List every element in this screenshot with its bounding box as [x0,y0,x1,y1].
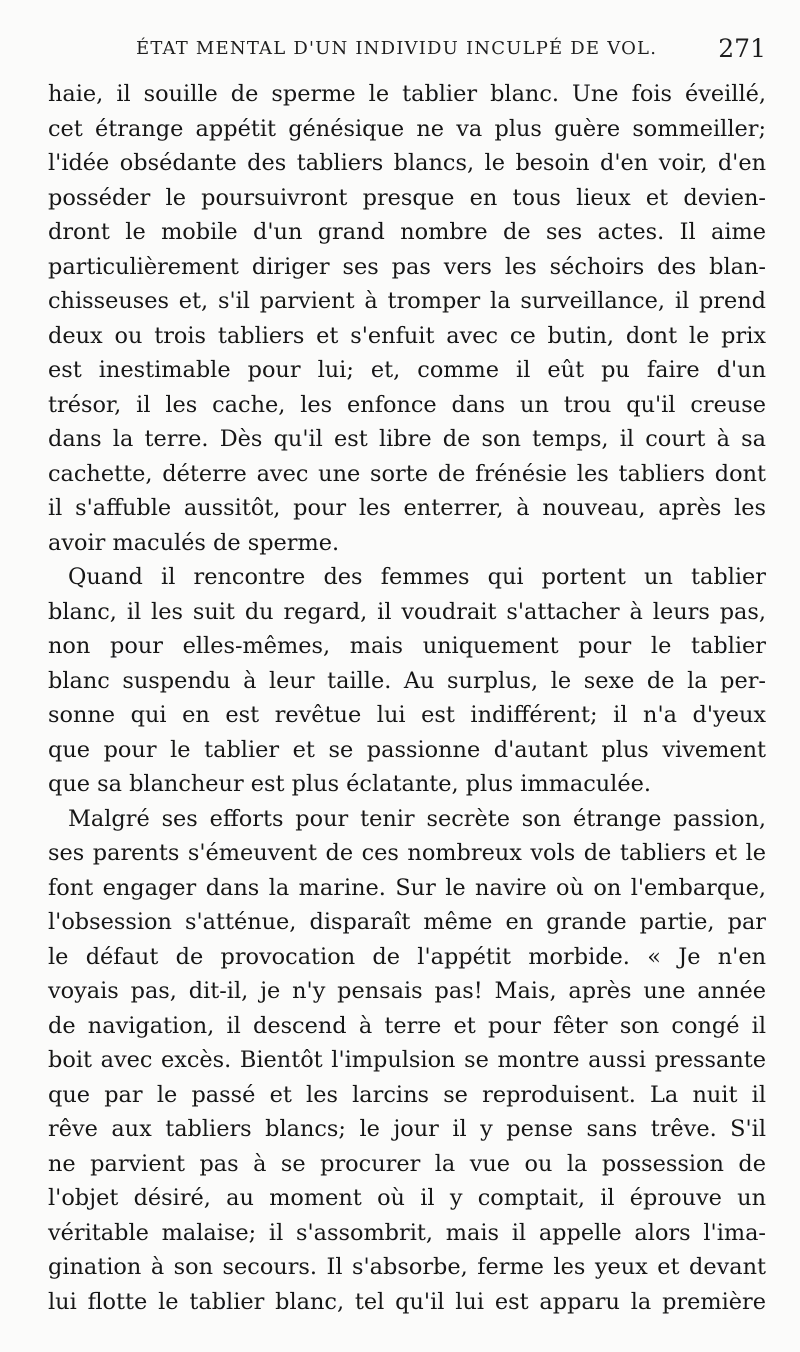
text-line: sonne qui en est revêtue lui est indifférent; il n'a d'yeux [48,702,766,728]
text-line: cachette, déterre avec une sorte de frénésie les tabliers dont [48,460,766,487]
text-line: ses parents s'émeuvent de ces nombreux vols de tabliers et le [48,840,766,866]
text-line: il s'affuble aussitôt, pour les enterrer, à nouveau, après les [48,495,766,521]
text-line: le défaut de provocation de l'appétit morbide. « Je n'en [48,943,766,970]
running-header [48,34,770,62]
text-line: véritable malaise; il s'assombrit, mais il appelle alors l'ima- [48,1219,766,1246]
text-line: ne parvient pas à se procurer la vue ou la possession de [48,1150,766,1177]
text-line: l'objet désiré, au moment où il y comptait, il éprouve un [48,1185,766,1211]
text-line: que pour le tablier et se passionne d'autant plus vivement [48,736,766,763]
text-line: non pour elles-mêmes, mais uniquement pour le tablier [48,633,766,659]
text-line: boit avec excès. Bientôt l'impulsion se montre aussi pressante [48,1047,766,1073]
text-line: blanc, il les suit du regard, il voudrait s'attacher à leurs pas, [48,598,766,625]
text-line: voyais pas, dit-il, je n'y pensais pas! Mais, après une année [48,978,766,1004]
text-line: dront le mobile d'un grand nombre de ses actes. Il aime [48,219,766,245]
text-line: chisseuses et, s'il parvient à tromper la surveillance, il prend [48,288,766,314]
text-line: particulièrement diriger ses pas vers les séchoirs des blan- [48,253,766,280]
text-line: cet étrange appétit génésique ne va plus guère sommeiller; [48,115,766,142]
paragraph-end-line: avoir maculés de sperme. [48,529,340,556]
text-line: blanc suspendu à leur taille. Au surplus, le sexe de la per- [48,667,766,694]
text-line: de navigation, il descend à terre et pour fêter son congé il [48,1012,766,1039]
page-number: 271 [718,34,766,63]
paragraph-end-line: que sa blancheur est plus éclatante, plus immaculée. [48,771,651,797]
text-line: gination à son secours. Il s'absorbe, ferme les yeux et devant [48,1254,766,1280]
text-line: posséder le poursuivront presque en tous lieux et devien- [48,184,766,211]
text-line: dans la terre. Dès qu'il est libre de son temps, il court à sa [48,426,766,452]
text-line: haie, il souille de sperme le tablier blanc. Une fois éveillé, [48,81,766,107]
paragraph-start-line: Quand il rencontre des femmes qui portent un tablier [68,564,766,590]
text-line: est inestimable pour lui; et, comme il eût pu faire d'un [48,357,766,383]
text-line: rêve aux tabliers blancs; le jour il y pense sans trêve. S'il [48,1116,766,1142]
text-line: l'idée obsédante des tabliers blancs, le besoin d'en voir, d'en [48,150,766,176]
text-line: que par le passé et les larcins se reproduisent. La nuit il [48,1081,766,1108]
text-line: l'obsession s'atténue, disparaît même en grande partie, par [48,909,766,935]
paragraph-start-line: Malgré ses efforts pour tenir secrète son étrange passion, [68,805,766,832]
running-title: ÉTAT MENTAL D'UN INDIVIDU INCULPÉ DE VOL. [136,38,658,59]
text-line: font engager dans la marine. Sur le navire où on l'embarque, [48,874,766,901]
text-line: lui flotte le tablier blanc, tel qu'il lui est apparu la première [48,1288,766,1315]
body-text [48,77,766,1319]
text-line: trésor, il les cache, les enfonce dans un trou qu'il creuse [48,391,766,418]
text-line: deux ou trois tabliers et s'enfuit avec ce butin, dont le prix [48,322,766,349]
